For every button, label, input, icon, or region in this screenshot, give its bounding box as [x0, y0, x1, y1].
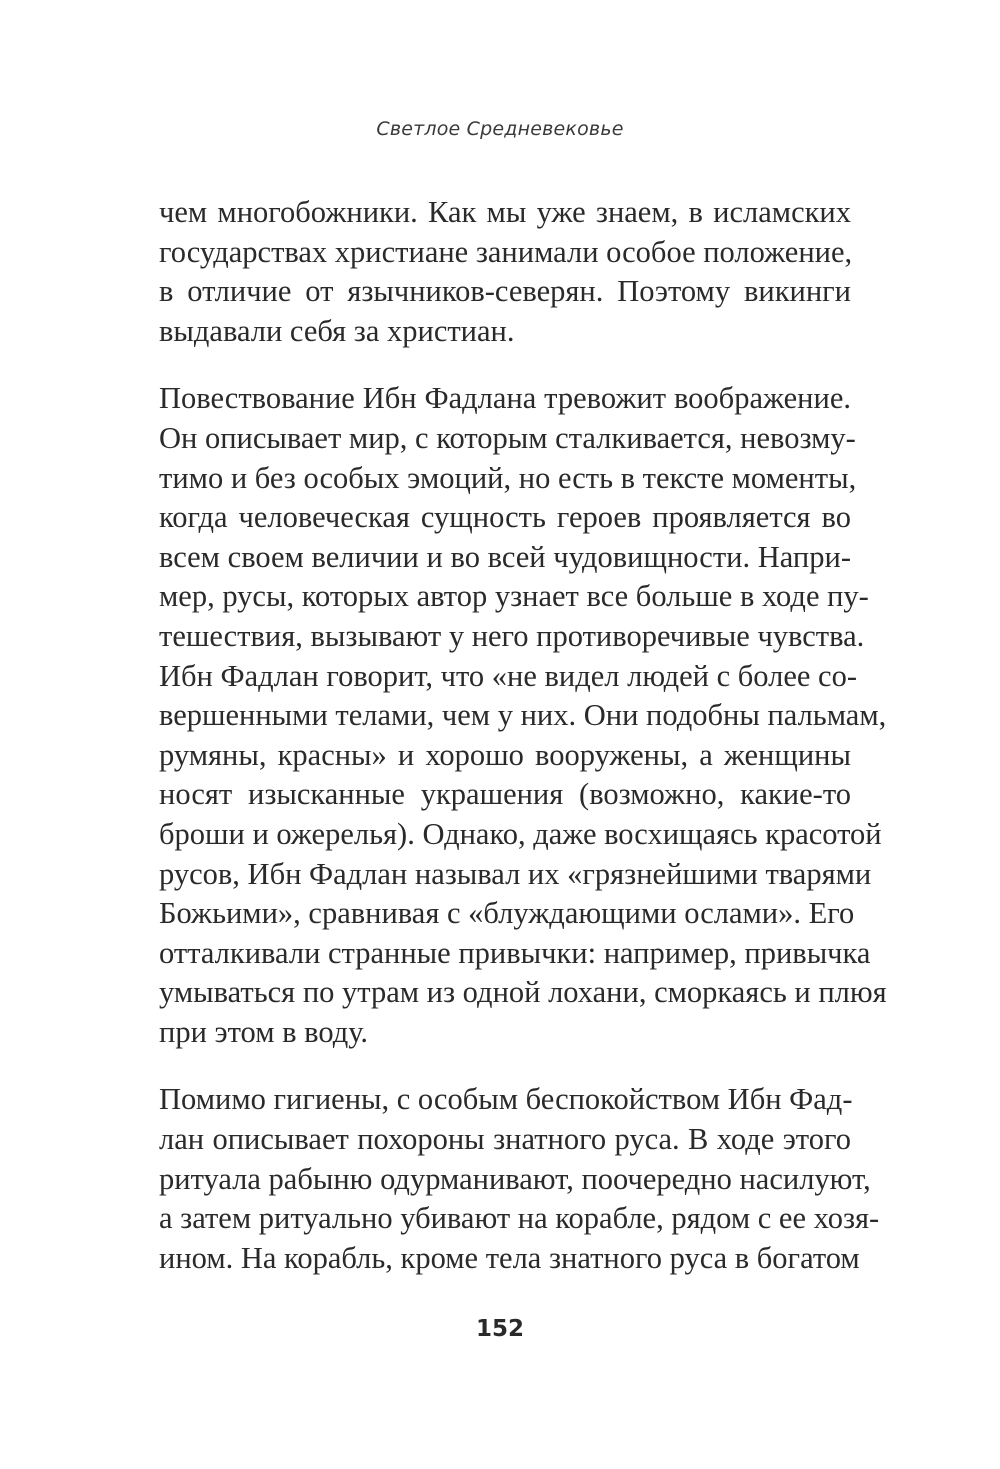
text-line: лан описывает похороны знатного руса. В ходе этого	[159, 1122, 851, 1157]
text-line: выдавали себя за христиан.	[159, 313, 515, 348]
text-line: умываться по утрам из одной лохани, сморкаясь и плюя	[159, 975, 887, 1010]
text-line: ритуала рабыню одурманивают, поочередно насилуют,	[159, 1161, 871, 1196]
text-line: при этом в воду.	[159, 1014, 369, 1049]
text-line: румяны, красны» и хорошо вооружены, а женщины	[159, 737, 851, 772]
text-line: чем многобожники. Как мы уже знаем, в исламских	[159, 195, 851, 229]
text-line: в отличие от язычников-северян. Поэтому викинги	[159, 274, 851, 309]
text-line: а затем ритуально убивают на корабле, рядом с ее хозя-	[159, 1201, 880, 1236]
text-line: русов, Ибн Фадлан называл их «грязнейшими тварями	[159, 856, 872, 891]
text-line: носят изысканные украшения (возможно, какие-то	[159, 777, 851, 812]
paragraph	[159, 193, 851, 351]
text-line: всем своем величии и во всей чудовищности. Напри-	[159, 539, 851, 574]
text-line: Он описывает мир, с которым сталкивается, невозму-	[159, 420, 856, 455]
text-line: когда человеческая сущность героев проявляется во	[159, 500, 851, 535]
text-line: тешествия, вызывают у него противоречивые чувства.	[159, 618, 865, 653]
text-line: отталкивали странные привычки: например, привычка	[159, 935, 871, 970]
text-line: Повествование Ибн Фадлана тревожит воображение.	[159, 381, 851, 416]
paragraph	[159, 1080, 880, 1278]
text-line: государствах христиане занимали особое положение,	[159, 234, 853, 269]
text-line: Помимо гигиены, с особым беспокойством Ибн Фад-	[159, 1082, 853, 1117]
text-line: ином. На корабль, кроме тела знатного руса в богатом	[159, 1240, 860, 1275]
page-number: 152	[475, 1316, 524, 1342]
text-line: Ибн Фадлан говорит, что «не видел людей с более со-	[159, 658, 858, 693]
paragraph-gap	[159, 351, 851, 379]
running-title: Светлое Средневековье	[376, 118, 624, 140]
paragraph	[159, 379, 887, 1052]
text-line: вершенными телами, чем у них. Они подобны пальмам,	[159, 698, 887, 733]
text-line: броши и ожерелья). Однако, даже восхищаясь красотой	[159, 816, 882, 851]
text-line: Божьими», сравнивая с «блуждающими ослами». Его	[159, 896, 855, 931]
text-line: мер, русы, которых автор узнает все больше в ходе пу-	[159, 579, 869, 614]
body-text	[159, 193, 887, 1278]
paragraph-gap	[159, 1052, 851, 1080]
text-line: тимо и без особых эмоций, но есть в тексте моменты,	[159, 460, 857, 495]
